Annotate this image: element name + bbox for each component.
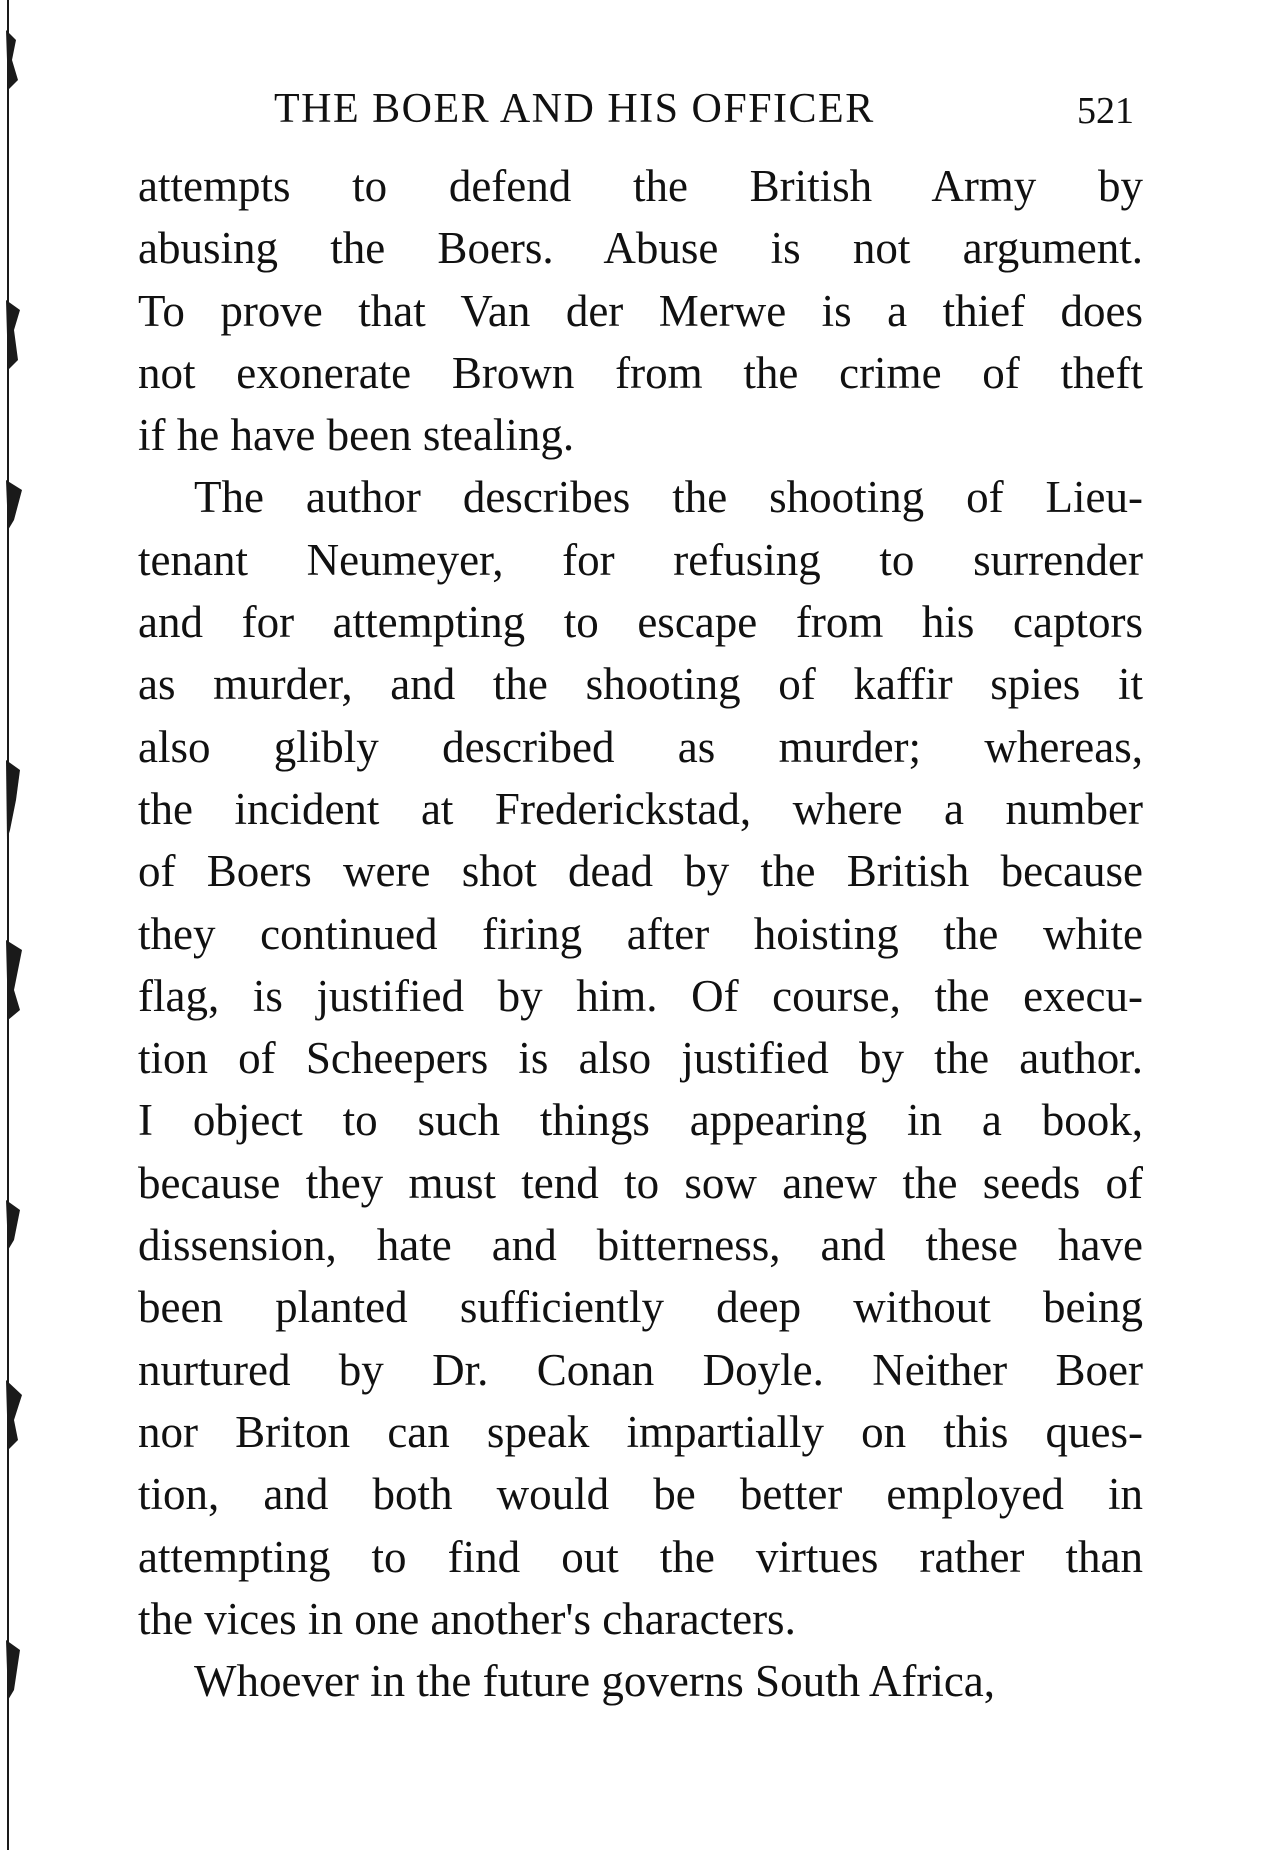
binding-marks-graphic: [0, 0, 40, 1850]
text-line: also glibly described as murder; whereas,: [138, 721, 1143, 772]
text-line: of Boers were shot dead by the British because: [138, 846, 1143, 897]
body-text: [138, 155, 1143, 1712]
text-line: as murder, and the shooting of kaffir spies it: [138, 659, 1143, 710]
text-line: the vices in one another's characters.: [138, 1593, 796, 1644]
text-line: tion, and both would be better employed in: [138, 1469, 1143, 1520]
text-line: been planted sufficiently deep without being: [138, 1282, 1143, 1333]
text-line: attempts to defend the British Army by: [138, 161, 1143, 211]
paragraph-2: [138, 466, 1143, 1650]
text-line: the incident at Frederickstad, where a number: [138, 783, 1143, 834]
paragraph-3: [138, 1650, 1143, 1712]
text-line: attempting to find out the virtues rather than: [138, 1531, 1143, 1582]
text-line: dissension, hate and bitterness, and these have: [138, 1220, 1143, 1271]
text-line: tion of Scheepers is also justified by the author.: [138, 1033, 1143, 1084]
page-number: 521: [1077, 90, 1134, 132]
text-line: To prove that Van der Merwe is a thief does: [138, 285, 1143, 336]
text-line: I object to such things appearing in a book,: [138, 1095, 1143, 1146]
text-line: flag, is justified by him. Of course, the execu-: [138, 970, 1143, 1021]
text-line: abusing the Boers. Abuse is not argument.: [138, 223, 1143, 274]
text-line: The author describes the shooting of Lieu-: [194, 472, 1143, 523]
binding-edge-shadow: [0, 0, 40, 1850]
text-line: tenant Neumeyer, for refusing to surrender: [138, 534, 1143, 585]
text-line: nurtured by Dr. Conan Doyle. Neither Boer: [138, 1344, 1143, 1395]
text-line: nor Briton can speak impartially on this ques-: [138, 1406, 1143, 1457]
text-line: Whoever in the future governs South Africa,: [194, 1656, 996, 1707]
text-line: not exonerate Brown from the crime of theft: [138, 347, 1143, 398]
text-line: and for attempting to escape from his captors: [138, 597, 1143, 648]
text-line: because they must tend to sow anew the seeds of: [138, 1157, 1143, 1208]
paragraph-1: [138, 155, 1143, 466]
running-title: THE BOER AND HIS OFFICER: [274, 86, 875, 132]
text-line: if he have been stealing.: [138, 410, 575, 461]
text-line: they continued firing after hoisting the white: [138, 908, 1143, 959]
